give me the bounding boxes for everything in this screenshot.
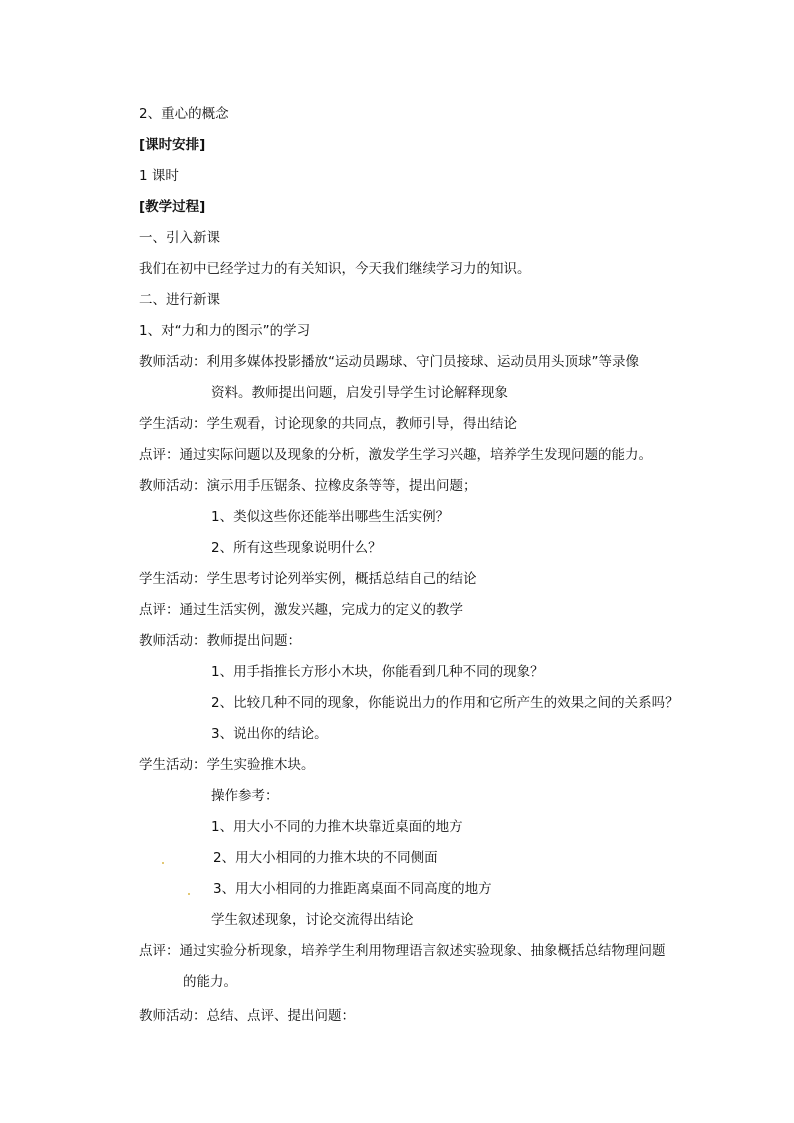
- question-item-1: 1、类似这些你还能举出哪些生活实例？: [211, 509, 450, 525]
- teacher-activity-3: 教师活动：教师提出问题：: [139, 633, 301, 649]
- teacher-activity-1: 教师活动：利用多媒体投影播放“运动员踢球、守门员接球、运动员用头顶球”等录像: [139, 354, 639, 370]
- operation-reference-heading: 操作参考：: [211, 788, 279, 804]
- lesson-count: 1 课时: [139, 168, 179, 184]
- question-item-3: 1、用手指推长方形小木块，你能看到几种不同的现象？: [211, 664, 544, 680]
- heading-teaching-process: [教学过程]: [139, 199, 206, 215]
- operation-item-1: 1、用大小不同的力推木块靠近桌面的地方: [211, 819, 463, 835]
- operation-item-3: 3、用大小相同的力推距离桌面不同高度的地方: [213, 881, 492, 897]
- stray-mark: [188, 893, 190, 895]
- heading-lesson-schedule: [课时安排]: [139, 137, 206, 153]
- comment-1: 点评：通过实际问题以及现象的分析，激发学生学习兴趣，培养学生发现问题的能力。: [139, 447, 652, 463]
- student-conclusion: 学生叙述现象，讨论交流得出结论: [211, 912, 414, 928]
- student-activity-2: 学生活动：学生思考讨论列举实例，概括总结自己的结论: [139, 571, 477, 587]
- subsection-force-diagram: 1、对“力和力的图示”的学习: [139, 323, 311, 339]
- question-item-2: 2、所有这些现象说明什么？: [211, 540, 382, 556]
- teacher-activity-2: 教师活动：演示用手压锯条、拉橡皮条等等，提出问题；: [139, 478, 477, 494]
- operation-item-2: 2、用大小相同的力推木块的不同侧面: [213, 850, 438, 866]
- teacher-activity-1-cont: 资料。教师提出问题，启发引导学生讨论解释现象: [211, 385, 508, 401]
- student-activity-1: 学生活动：学生观看，讨论现象的共同点，教师引导，得出结论: [139, 416, 517, 432]
- question-item-5: 3、说出你的结论。: [211, 726, 328, 742]
- section-heading-gravity-center: 2、重心的概念: [139, 106, 229, 122]
- part-one-heading: 一、引入新课: [139, 230, 220, 246]
- comment-3-cont: 的能力。: [183, 974, 237, 990]
- stray-mark: [162, 862, 164, 864]
- teacher-activity-4: 教师活动：总结、点评、提出问题：: [139, 1008, 355, 1024]
- comment-2: 点评：通过生活实例，激发兴趣，完成力的定义的教学: [139, 602, 463, 618]
- comment-3: 点评：通过实验分析现象，培养学生利用物理语言叙述实验现象、抽象概括总结物理问题: [139, 943, 666, 959]
- question-item-4: 2、比较几种不同的现象，你能说出力的作用和它所产生的效果之间的关系吗？: [211, 695, 679, 711]
- paragraph-intro: 我们在初中已经学过力的有关知识，今天我们继续学习力的知识。: [139, 261, 531, 277]
- student-activity-3: 学生活动：学生实验推木块。: [139, 757, 315, 773]
- part-two-heading: 二、进行新课: [139, 292, 220, 308]
